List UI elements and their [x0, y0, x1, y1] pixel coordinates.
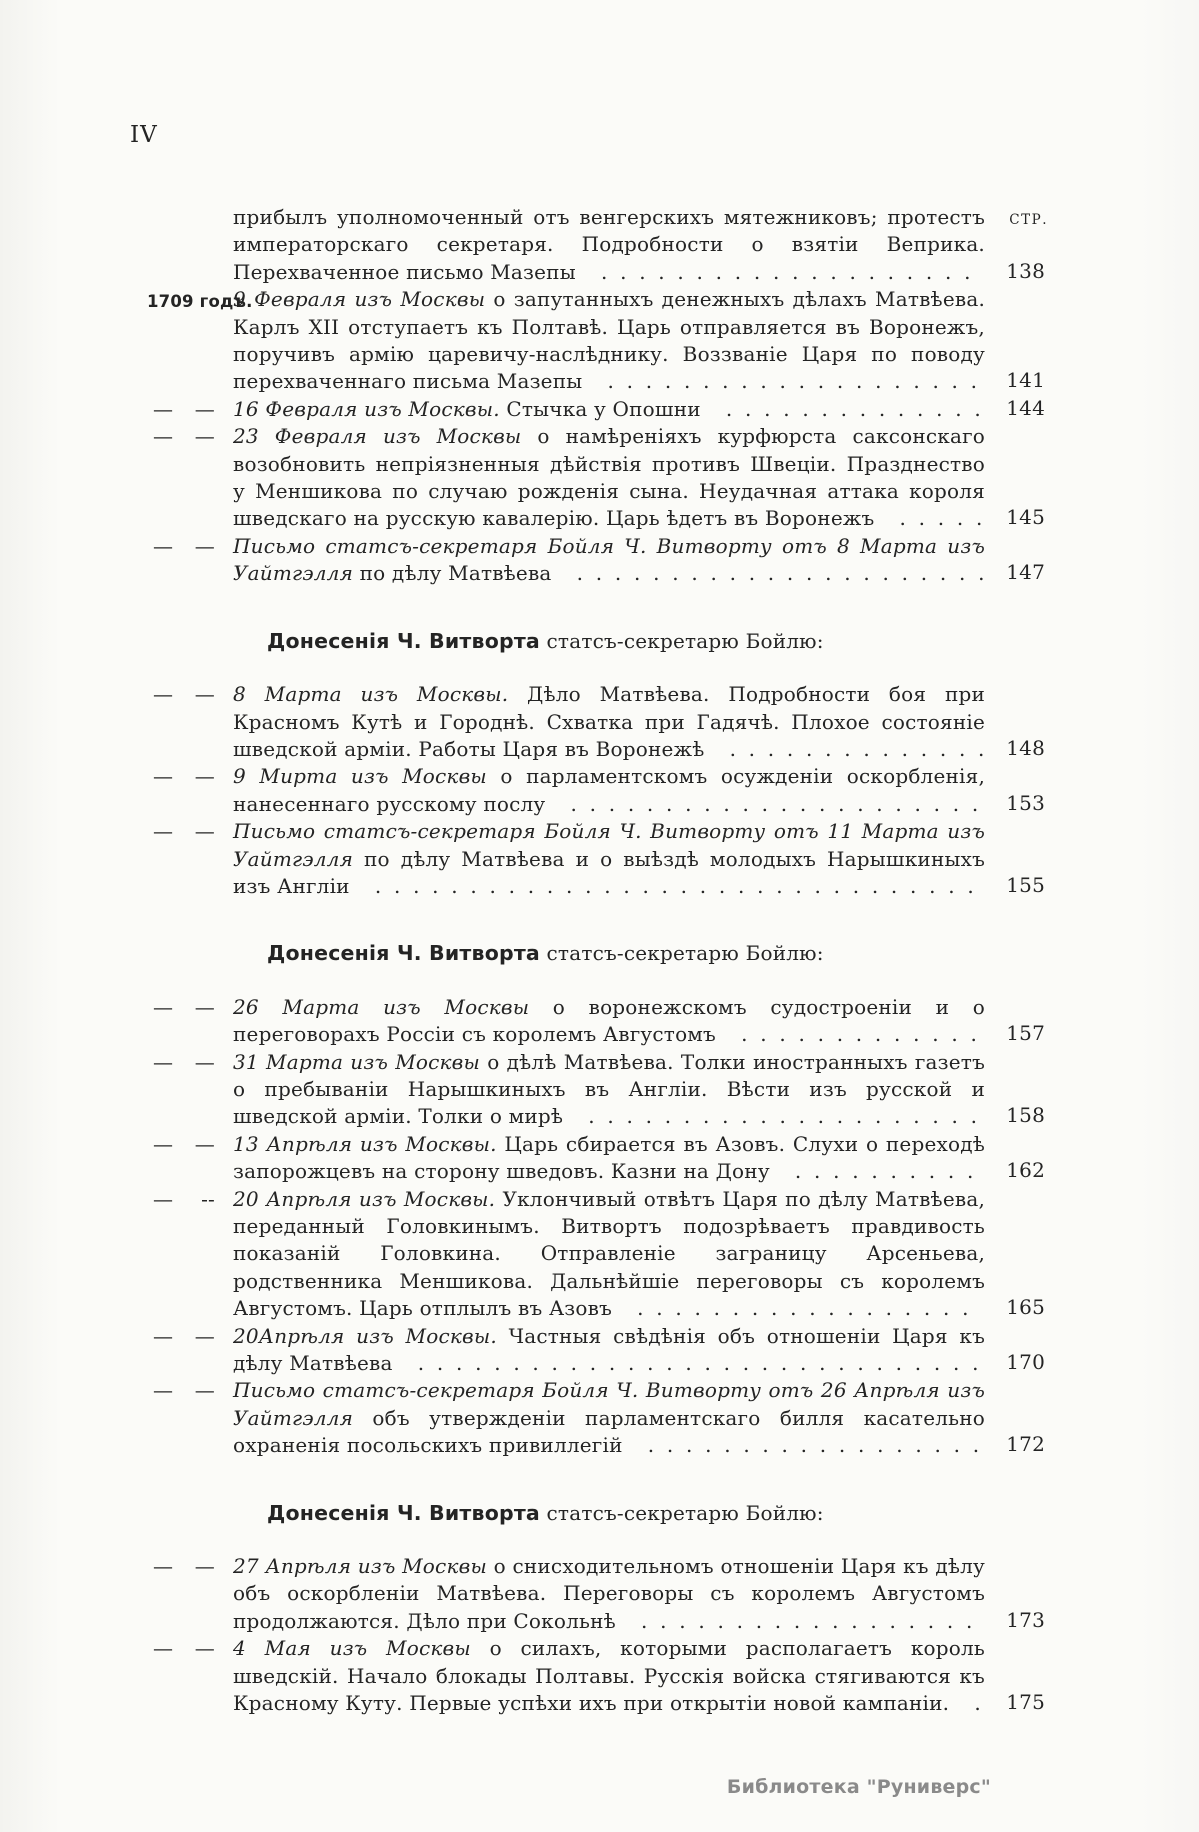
- ditto-dash-right: —: [194, 1378, 215, 1403]
- ditto-dash-right: —: [194, 682, 215, 707]
- year-label: 1709 годъ.: [147, 292, 253, 312]
- section-heading-author: Донесенія Ч. Витворта: [267, 628, 540, 653]
- ditto-dash-right: —: [194, 424, 215, 449]
- ditto-dash-left: —: [153, 1131, 174, 1156]
- entry-description: Царь сбирается въ Азовъ. Слухи о переходѣ запорожцевъ на сторону шведовъ. Казни на Дону: [233, 1131, 985, 1184]
- ditto-dashes: [153, 1131, 215, 1158]
- ditto-dash-left: —: [153, 1636, 174, 1661]
- toc-entry: [153, 1049, 1045, 1131]
- entry-description: объ утвержденіи парламентскаго билля касательно охраненія посольскихъ привиллегій: [233, 1405, 985, 1458]
- library-watermark: Библиотека "Руниверс": [726, 1776, 991, 1798]
- page-number: 144: [1006, 395, 1045, 420]
- toc-entry: [153, 1186, 1045, 1323]
- toc-entry: [153, 1131, 1045, 1186]
- entry-text: [233, 1049, 985, 1131]
- entry-text: [233, 1186, 985, 1323]
- dot-leader: . . . . . . . . . . . . . . . . . . . .: [582, 369, 978, 394]
- dot-leader: . . . . . . . . . . . . . . . . . . . . . .: [545, 791, 979, 816]
- toc-entry: [153, 423, 1045, 533]
- entry-description: о дѣлѣ Матвѣева. Толки иностранныхъ газетъ о пребываніи Нарышкиныхъ въ Англіи. Вѣсти изъ русской и шведской арміи. Толки о мирѣ: [233, 1049, 985, 1129]
- ditto-dash-left: —: [153, 1323, 174, 1348]
- ditto-dash-right: —: [194, 1131, 215, 1156]
- toc-entry: [153, 681, 1045, 763]
- entry-description: о парламентскомъ осужденіи оскорбленія, нанесеннаго русскому послу: [233, 764, 986, 816]
- section-heading: [267, 940, 1045, 967]
- section-heading-author: Донесенія Ч. Витворта: [267, 1500, 540, 1525]
- ditto-dash-left: —: [153, 1554, 174, 1579]
- ditto-dash-right: —: [194, 396, 215, 421]
- ditto-dash-left: —: [153, 1049, 174, 1074]
- page-number: 153: [1006, 790, 1045, 815]
- entry-date-lead: 26 Марта изъ Москвы: [233, 994, 530, 1019]
- page-folio-number: IV: [130, 122, 158, 148]
- entry-date-lead: 31 Марта изъ Москвы: [233, 1049, 481, 1074]
- section-heading: [267, 1500, 1045, 1527]
- ditto-dash-left: —: [153, 1186, 174, 1211]
- entry-text: [233, 286, 985, 396]
- dot-leader: .: [949, 1691, 981, 1716]
- page-number: 165: [1006, 1295, 1045, 1320]
- entry-text: [233, 204, 985, 286]
- entry-date-lead: 23 Февраля изъ Москвы: [233, 424, 522, 449]
- entry-text: [233, 1377, 985, 1459]
- toc-entry: [233, 204, 1045, 286]
- ditto-dash-left: —: [153, 819, 174, 844]
- page-number: 170: [1006, 1350, 1045, 1375]
- entry-text: [233, 1553, 985, 1635]
- entry-description: о воронежскомъ судостроеніи и о переговорахъ Россіи съ королемъ Августомъ: [233, 994, 985, 1047]
- entry-date-lead: 8 Марта изъ Москвы.: [233, 682, 509, 707]
- ditto-dash-left: —: [153, 682, 174, 707]
- ditto-dash-right: —: [194, 1554, 215, 1579]
- ditto-dashes: [153, 1323, 215, 1350]
- toc-entry: [153, 1377, 1045, 1459]
- toc-entry: [153, 818, 1045, 900]
- entry-date-lead: 4 Мая изъ Москвы: [233, 1636, 471, 1661]
- ditto-dash-right: —: [194, 1636, 215, 1661]
- entry-description: Стычка у Опошни: [499, 396, 701, 421]
- ditto-dashes: [153, 818, 215, 845]
- entry-date-lead: 16 Февраля изъ Москвы.: [233, 396, 500, 421]
- entry-description: Дѣло Матвѣева. Подробности боя при Красномъ Кутѣ и Городнѣ. Схватка при Гадячѣ. Плохое состояніе шведской арміи. Работы Царя въ Воронежѣ: [233, 682, 986, 761]
- entry-description: по дѣлу Матвѣева и о выѣздѣ молодыхъ Нарышкиныхъ изъ Англіи: [233, 846, 985, 898]
- entry-date-lead: 27 Апрѣля изъ Москвы: [233, 1554, 487, 1579]
- ditto-dash-left: —: [153, 1378, 174, 1403]
- ditto-dash-left: —: [153, 396, 174, 421]
- ditto-dashes: [153, 1186, 215, 1213]
- entry-description: о намѣреніяхъ курфюрста саксонскаго возобновить непріязненныя дѣйствія противъ Швеціи. Празднество у Меншикова по случаю рожденія сына. Неудачная аттака короля шведскаго на русскую кавалерію. Царь ѣдетъ въ Воронежъ: [233, 424, 986, 531]
- entry-date-lead: 9 Февраля изъ Москвы: [233, 287, 486, 312]
- entry-date-lead: Письмо статсъ-секретаря Бойля Ч. Витворту отъ 8 Марта изъ Уайтгэлля: [233, 533, 985, 586]
- ditto-dash-right: —: [194, 764, 215, 789]
- ditto-dash-right: —: [194, 819, 215, 844]
- page-number: 145: [1006, 505, 1045, 530]
- toc-entry: [153, 1635, 1045, 1717]
- dot-leader: . . . . . . . . . .: [769, 1159, 974, 1184]
- section-heading-addressee: статсъ-секретарю Бойлю:: [539, 628, 824, 653]
- entry-date-lead: 20 Апрѣля изъ Москвы.: [233, 1186, 496, 1211]
- dot-leader: . . . . . . . . . . . . . . . . . .: [615, 1608, 973, 1633]
- dot-leader: . . . . . . . . . . . . . . . . . . . .: [575, 259, 971, 284]
- entry-text: [233, 1635, 985, 1717]
- ditto-dash-right: —: [194, 1049, 215, 1074]
- section-heading-addressee: статсъ-секретарю Бойлю:: [539, 941, 824, 966]
- ditto-dashes: [153, 681, 215, 708]
- dot-leader: . . . . . . . . . . . . . . . . . . . . . .: [551, 561, 985, 586]
- section-heading: [267, 628, 1045, 655]
- page-number: 175: [1006, 1690, 1045, 1715]
- ditto-dash-left: —: [153, 424, 174, 449]
- ditto-dashes: [153, 1635, 215, 1662]
- ditto-dashes: [153, 1553, 215, 1580]
- ditto-dashes: [153, 994, 215, 1021]
- page-number: 148: [1006, 735, 1045, 760]
- toc-entry: [147, 286, 1045, 396]
- dot-leader: . . . . . . . . . . . . . . . . . . . . . . . . . . . . . .: [392, 1351, 979, 1376]
- ditto-dash-left: —: [153, 994, 174, 1019]
- entry-date-lead: 9 Мирта изъ Москвы: [233, 764, 487, 789]
- entry-text: [233, 533, 985, 588]
- page-number: 155: [1006, 872, 1045, 897]
- dot-leader: . . . . . . . . . . . . .: [716, 1022, 978, 1047]
- section-heading-author: Донесенія Ч. Витворта: [267, 941, 540, 966]
- section-heading-addressee: статсъ-секретарю Бойлю:: [539, 1500, 824, 1525]
- entry-description: Частныя свѣдѣнія объ отношеніи Царя къ дѣлу Матвѣева: [233, 1323, 986, 1376]
- toc-entry: [153, 395, 1045, 423]
- ditto-dash-right: —: [194, 994, 215, 1019]
- ditto-dash-left: —: [153, 533, 174, 558]
- entry-date-lead: Письмо статсъ-секретаря Бойля Ч. Витворту отъ 26 Апрѣля изъ Уайтгэлля: [233, 1378, 985, 1430]
- page-number: 141: [1006, 368, 1045, 393]
- entry-description: Уклончивый отвѣтъ Царя по дѣлу Матвѣева, переданный Головкинымъ. Витвортъ подозрѣваетъ правдивость показаній Головкина. Отправленіе заграницу Арсеньева, родственника Меншикова. Дальнѣйшіе переговоры съ королемъ Августомъ. Царь отплылъ въ Азовъ: [233, 1186, 985, 1321]
- entry-text: [233, 1323, 985, 1378]
- page-number: 158: [1006, 1103, 1045, 1128]
- ditto-dashes: [153, 396, 215, 423]
- entry-text: [233, 423, 985, 533]
- entry-text: [233, 396, 985, 423]
- entry-text: [233, 1131, 985, 1186]
- page-number: 138: [1006, 258, 1045, 283]
- page-number: 157: [1006, 1021, 1045, 1046]
- dot-leader: . . . . . . . . . . . . . . . . . . . . . . . . . . . . . . . .: [349, 873, 974, 898]
- dot-leader: . . . . . . . . . . . . . .: [700, 396, 981, 421]
- ditto-dashes: [153, 763, 215, 790]
- ditto-dash-right: —: [194, 1323, 215, 1348]
- entry-text: [233, 994, 985, 1049]
- ditto-dash-right: --: [201, 1186, 215, 1211]
- entry-text: [233, 681, 985, 763]
- entry-description: о силахъ, которыми располагаетъ король шведскій. Начало блокады Полтавы. Русскія войска стягиваются къ Красному Куту. Первые успѣхи ихъ при открытіи новой кампаніи.: [233, 1636, 985, 1716]
- entry-date-lead: 20Апрѣля изъ Москвы.: [233, 1323, 497, 1348]
- dot-leader: . . . . . . . . . . . . . .: [704, 736, 985, 761]
- ditto-dash-left: —: [153, 764, 174, 789]
- entry-description: о снисходительномъ отношеніи Царя къ дѣлу объ оскорбленіи Матвѣева. Переговоры съ королемъ Августомъ продолжаются. Дѣло при Сокольнѣ: [233, 1554, 985, 1633]
- page-number: 162: [1006, 1158, 1045, 1183]
- page-number: 172: [1006, 1432, 1045, 1457]
- page-number: 147: [1006, 560, 1045, 585]
- page-number: 173: [1006, 1607, 1045, 1632]
- entry-description: о запутанныхъ денежныхъ дѣлахъ Матвѣева. Карлъ XII отступаетъ къ Полтавѣ. Царь отправляется въ Воронежъ, поручивъ армію царевичу-наслѣднику. Воззваніе Царя по поводу перехваченнаго письма Мазепы: [233, 287, 985, 394]
- entry-text: [233, 818, 985, 900]
- toc-list: [147, 204, 1045, 1718]
- entry-description: прибылъ уполномоченный отъ венгерскихъ мятежниковъ; протестъ императорскаго секретаря. Подробности о взятіи Веприка. Перехваченное письмо Мазепы: [233, 205, 985, 284]
- entry-date-lead: 13 Апрѣля изъ Москвы.: [233, 1131, 497, 1156]
- ditto-dashes: [153, 1049, 215, 1076]
- toc-entry: [153, 1323, 1045, 1378]
- dot-leader: . . . . . . . . . . . . . . . . . .: [622, 1433, 980, 1458]
- toc-entry: [153, 1553, 1045, 1635]
- toc-entry: [153, 763, 1045, 818]
- entry-text: [233, 763, 985, 818]
- dot-leader: . . . . .: [874, 506, 983, 531]
- ditto-dashes: [153, 1377, 215, 1404]
- ditto-dashes: [153, 423, 215, 450]
- toc-entry: [153, 533, 1045, 588]
- entry-date-lead: Письмо статсъ-секретаря Бойля Ч. Витворту отъ 11 Марта изъ Уайтгэлля: [233, 819, 985, 871]
- toc-entry: [153, 994, 1045, 1049]
- entry-description: по дѣлу Матвѣева: [353, 561, 552, 586]
- dot-leader: . . . . . . . . . . . . . . . . . . . . .: [563, 1104, 978, 1129]
- ditto-dash-right: —: [194, 533, 215, 558]
- page-column-header: СТР.: [1009, 212, 1048, 228]
- ditto-dashes: [153, 533, 215, 560]
- dot-leader: . . . . . . . . . . . . . . . . . .: [612, 1296, 969, 1321]
